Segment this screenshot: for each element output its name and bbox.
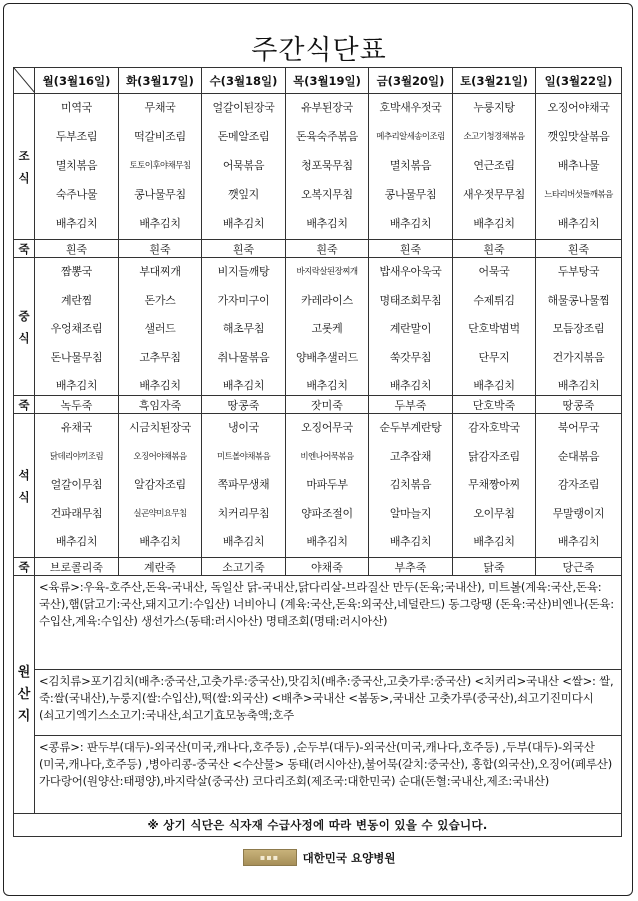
dish-item: 쪽파무생채 xyxy=(217,478,270,492)
day-menu-cell xyxy=(202,258,286,396)
dish-item: 얼갈이무침 xyxy=(50,478,103,492)
dish-item: 북어무국 xyxy=(557,421,600,434)
origin-meat: <육류>:우육-호주산,돈육-국내산, 독일산 닭-국내산,닭다리살-브라질산 만두(돈육;국내산), 미트볼(계육:국산,돈육:국산),햄(닭고기:국산,돼지고기:수입산) 너비아니 (계육:국산,돈육:외국산,네덜란드) 동그랑땡 (돈육:국산)비엔나(돈육:수입산,계육:수입산) 생선가스(동태:러시아산) 명태조회(명태:러시아산) xyxy=(35,576,622,670)
porridge-label: 죽 xyxy=(14,396,35,414)
porridge-item: 땅콩죽 xyxy=(202,396,286,414)
dish-item: 가자미구이 xyxy=(217,293,270,307)
dish-item: 메추리알세송이조림 xyxy=(376,132,445,143)
dish-item: 미역국 xyxy=(61,101,92,115)
dish-item: 알마늘지 xyxy=(389,506,432,520)
day-header: 목(3월19일) xyxy=(286,68,369,94)
day-menu-cell xyxy=(119,258,202,396)
dish-item: 김치볶음 xyxy=(389,478,432,492)
dish-item: 느타리버섯들깨볶음 xyxy=(544,190,613,201)
day-menu-cell xyxy=(536,94,622,240)
dish-item: 카레라이스 xyxy=(301,293,353,307)
porridge-item: 소고기죽 xyxy=(202,558,286,576)
dish-item: 계란말이 xyxy=(389,322,432,336)
day-menu-cell xyxy=(369,94,453,240)
porridge-item: 흰죽 xyxy=(119,240,202,258)
dish-item: 배추김치 xyxy=(55,379,98,393)
dish-item: 고추잡채 xyxy=(389,449,432,463)
origin-label-char: 산 xyxy=(17,686,31,702)
diagonal-line xyxy=(14,68,35,93)
origin-kimchi: <김치류>포기김치(배추:중국산,고춧가루:중국산),맛김치(배추:중국산,고춧가루:중국산) <치커리>국내산 <쌀>: 쌀, 죽:쌀(국내산),누룽지(쌀:수입산),떡(쌀:외국산) <배추>국내산 <봄동>,국내산 고춧가루(중국산),쇠고기진미다시(쇠고기엑기스소고기:국내산,쇠고기효모농축액;호주 xyxy=(35,670,622,736)
dish-item: 닭감자조림 xyxy=(468,449,520,463)
dish-item: 배추김치 xyxy=(222,535,265,549)
meal-label-char: 석 xyxy=(18,467,30,482)
dish-item: 오이무침 xyxy=(473,506,515,520)
meal-label-cell xyxy=(14,258,35,396)
dish-item: 배추김치 xyxy=(55,535,98,549)
dish-item: 시금치된장국 xyxy=(129,421,191,434)
dish-item: 계란찜 xyxy=(61,293,92,307)
notice-row xyxy=(14,814,622,837)
dish-item: 배추김치 xyxy=(473,379,515,393)
dish-item: 오복지무침 xyxy=(301,188,353,202)
meal-label-cell xyxy=(14,94,35,240)
day-menu-cell xyxy=(119,414,202,558)
porridge-row xyxy=(14,240,622,258)
dish-item: 얼갈이된장국 xyxy=(212,101,275,115)
dish-item: 오징어무국 xyxy=(301,421,353,434)
dish-item: 배추김치 xyxy=(306,535,348,549)
dish-item: 냉이국 xyxy=(228,421,259,434)
dish-item: 배추김치 xyxy=(139,217,181,231)
day-header: 토(3월21일) xyxy=(453,68,536,94)
dish-item: 밥새우아욱국 xyxy=(379,265,442,278)
weekly-menu-table xyxy=(13,67,622,837)
day-menu-cell xyxy=(453,94,536,240)
hospital-name: 대한민국 요양병원 xyxy=(302,850,396,865)
meal-row xyxy=(14,94,622,240)
day-menu-cell xyxy=(453,258,536,396)
porridge-item: 닭죽 xyxy=(453,558,536,576)
dish-item: 고롯케 xyxy=(311,322,343,336)
dish-item: 해초무침 xyxy=(222,322,265,336)
dish-item: 오징어야채볶음 xyxy=(133,451,187,462)
menu-body xyxy=(14,94,622,576)
day-menu-cell xyxy=(35,414,119,558)
porridge-item: 계란죽 xyxy=(119,558,202,576)
porridge-item: 당근죽 xyxy=(536,558,622,576)
dish-item: 어묵볶음 xyxy=(222,159,265,173)
porridge-item: 야채죽 xyxy=(286,558,369,576)
origin-row xyxy=(14,670,622,736)
day-header: 월(3월16일) xyxy=(35,68,119,94)
dish-item: 연근조림 xyxy=(473,159,515,173)
dish-item: 배추김치 xyxy=(222,379,265,393)
day-menu-cell xyxy=(536,258,622,396)
porridge-item: 잣미죽 xyxy=(286,396,369,414)
day-menu-cell xyxy=(119,94,202,240)
day-menu-cell xyxy=(202,94,286,240)
dish-item: 무채짱아찌 xyxy=(468,478,520,492)
porridge-item: 흰죽 xyxy=(35,240,119,258)
dish-item: 배추김치 xyxy=(222,217,265,231)
porridge-item: 단호박죽 xyxy=(453,396,536,414)
porridge-item: 흰죽 xyxy=(202,240,286,258)
porridge-item: 흰죽 xyxy=(369,240,453,258)
meal-row xyxy=(14,258,622,396)
dish-item: 숙주나물 xyxy=(55,188,98,202)
origin-beans-seafood: <콩류>: 판두부(대두)-외국산(미국,캐나다,호주등) ,순두부(대두)-외국산(미국,캐나다,호주등) ,두부(대두)-외국산(미국,캐나다,호주등) ,병아리콩-중국산 <수산물> 동태(러시아산),불어묵(갈치:중국산), 홍합(외국산),오징어(페루산) 가다랑어(원양산:태평양),바지락살(중국산) 코다리조회(제조국:대한민국) 순대(돈혈:국내산,제조:국내산) xyxy=(35,736,622,814)
day-menu-cell xyxy=(202,414,286,558)
origin-section xyxy=(14,576,622,837)
meal-label-char: 식 xyxy=(18,489,30,504)
page-title: 주간식단표 xyxy=(251,35,387,66)
dish-item: 배추김치 xyxy=(55,217,98,231)
origin-row xyxy=(14,736,622,814)
dish-item: 비지들깨탕 xyxy=(217,265,270,278)
corner-cell xyxy=(14,68,35,94)
porridge-item: 흰죽 xyxy=(453,240,536,258)
dish-item: 쑥갓무침 xyxy=(389,350,432,364)
day-menu-cell xyxy=(536,414,622,558)
porridge-item: 브로콜리죽 xyxy=(35,558,119,576)
meal-label-char: 중 xyxy=(18,308,30,323)
porridge-label: 죽 xyxy=(14,240,35,258)
hospital-logo: ▪▪▪ xyxy=(243,849,297,866)
meal-row xyxy=(14,414,622,558)
dish-item: 배추김치 xyxy=(557,217,600,231)
porridge-item: 흰죽 xyxy=(536,240,622,258)
dish-item: 짬뽕국 xyxy=(61,265,92,278)
dish-item: 바지락살된장찌개 xyxy=(296,267,358,277)
dish-item: 배추김치 xyxy=(557,535,600,549)
dish-item: 취나물볶음 xyxy=(217,350,270,364)
dish-item: 무말랭이지 xyxy=(552,506,605,520)
dish-item: 배추김치 xyxy=(473,535,515,549)
dish-item: 배추김치 xyxy=(389,535,432,549)
dish-item: 감자호박국 xyxy=(468,421,520,434)
day-menu-cell xyxy=(369,258,453,396)
dish-item: 떡갈비조림 xyxy=(134,130,186,144)
dish-item: 마파두부 xyxy=(306,478,348,492)
origin-label-cell xyxy=(14,576,35,814)
dish-item: 배추김치 xyxy=(389,379,432,393)
dish-item: 멸치볶음 xyxy=(389,159,432,173)
dish-item: 돈육숙주볶음 xyxy=(296,130,358,144)
porridge-item: 땅콩죽 xyxy=(536,396,622,414)
dish-item: 두부조림 xyxy=(55,130,98,144)
dish-item: 유부된장국 xyxy=(301,101,353,115)
day-menu-cell xyxy=(286,258,369,396)
dish-item: 토토이후야채무침 xyxy=(129,161,191,172)
footer xyxy=(0,849,638,866)
dish-item: 배추김치 xyxy=(139,379,181,393)
day-menu-cell xyxy=(369,414,453,558)
dish-item: 새우젓무무침 xyxy=(463,188,525,202)
dish-item: 콩나물무침 xyxy=(384,188,437,202)
meal-label-char: 조 xyxy=(18,148,30,163)
dish-item: 돈나물무침 xyxy=(50,350,103,364)
dish-item: 배추김치 xyxy=(139,535,181,549)
dish-item: 콩나물무침 xyxy=(134,188,186,202)
dish-item: 건가지볶음 xyxy=(552,350,605,364)
dish-item: 깻잎지 xyxy=(228,188,259,202)
dish-item: 깻잎맛살볶음 xyxy=(547,130,610,144)
day-menu-cell xyxy=(35,258,119,396)
dish-item: 누룽지탕 xyxy=(473,101,515,115)
meal-label-char: 식 xyxy=(18,170,30,185)
dish-item: 비엔나어묵볶음 xyxy=(300,451,354,462)
dish-item: 배추김치 xyxy=(473,217,515,231)
porridge-item: 흰죽 xyxy=(286,240,369,258)
porridge-item: 흑임자죽 xyxy=(119,396,202,414)
porridge-row xyxy=(14,558,622,576)
dish-item: 미트볼야채볶음 xyxy=(216,451,271,462)
dish-item: 알감자조림 xyxy=(134,478,186,492)
dish-item: 배추나물 xyxy=(557,159,600,173)
dish-item: 배추김치 xyxy=(306,379,348,393)
dish-item: 부대찌개 xyxy=(139,265,181,278)
dish-item: 샐러드 xyxy=(144,322,176,336)
dish-item: 수제튀김 xyxy=(473,293,515,307)
dish-item: 배추김치 xyxy=(389,217,432,231)
dish-item: 배추김치 xyxy=(557,379,600,393)
dish-item: 해물콩나물찜 xyxy=(547,293,610,307)
dish-item: 치커리무침 xyxy=(217,506,270,520)
dish-item: 고추무침 xyxy=(139,350,181,364)
dish-item: 닭데리야끼조림 xyxy=(49,451,104,462)
dish-item: 소고기청경채볶음 xyxy=(463,132,525,143)
dish-item: 오징어야채국 xyxy=(547,101,610,115)
day-header: 일(3월22일) xyxy=(536,68,622,94)
porridge-item: 부추죽 xyxy=(369,558,453,576)
dish-item: 단호박범벅 xyxy=(468,322,520,336)
day-menu-cell xyxy=(286,94,369,240)
meal-label-char: 식 xyxy=(18,330,30,345)
dish-item: 어묵국 xyxy=(478,265,510,278)
dish-item: 유채국 xyxy=(61,421,92,434)
dish-item: 돈가스 xyxy=(144,293,176,307)
dish-item: 순대볶음 xyxy=(557,449,600,463)
day-menu-cell xyxy=(453,414,536,558)
dish-item: 멸치볶음 xyxy=(55,159,98,173)
day-header: 화(3월17일) xyxy=(119,68,202,94)
dish-item: 명태조회무침 xyxy=(379,293,442,307)
dish-item: 양배추샐러드 xyxy=(296,350,358,364)
header-row xyxy=(14,68,622,94)
dish-item: 순두부계란탕 xyxy=(379,421,442,434)
porridge-item: 두부죽 xyxy=(369,396,453,414)
origin-row xyxy=(14,576,622,670)
day-header: 수(3월18일) xyxy=(202,68,286,94)
meal-label-cell xyxy=(14,414,35,558)
dish-item: 양파조절이 xyxy=(301,506,353,520)
dish-item: 우엉채조림 xyxy=(50,322,103,336)
dish-item: 모듬장조림 xyxy=(552,322,605,336)
dish-item: 두부탕국 xyxy=(557,265,600,278)
porridge-label: 죽 xyxy=(14,558,35,576)
dish-item: 감자조림 xyxy=(557,478,600,492)
dish-item: 실곤약미요무침 xyxy=(133,508,187,519)
dish-item: 무채국 xyxy=(144,101,176,115)
dish-item: 호박새우젓국 xyxy=(379,101,442,115)
day-menu-cell xyxy=(286,414,369,558)
porridge-item: 녹두죽 xyxy=(35,396,119,414)
day-header: 금(3월20일) xyxy=(369,68,453,94)
dish-item: 돈메알조림 xyxy=(217,130,270,144)
day-menu-cell xyxy=(35,94,119,240)
dish-item: 배추김치 xyxy=(306,217,348,231)
dish-item: 단무지 xyxy=(478,350,510,364)
origin-label-char: 원 xyxy=(17,664,31,680)
dish-item: 건파래무침 xyxy=(50,506,103,520)
dish-item: 청포묵무침 xyxy=(301,159,353,173)
notice-text: ※ 상기 식단은 식자재 수급사정에 따라 변동이 있을 수 있습니다. xyxy=(14,814,622,837)
origin-label-char: 지 xyxy=(17,708,31,724)
